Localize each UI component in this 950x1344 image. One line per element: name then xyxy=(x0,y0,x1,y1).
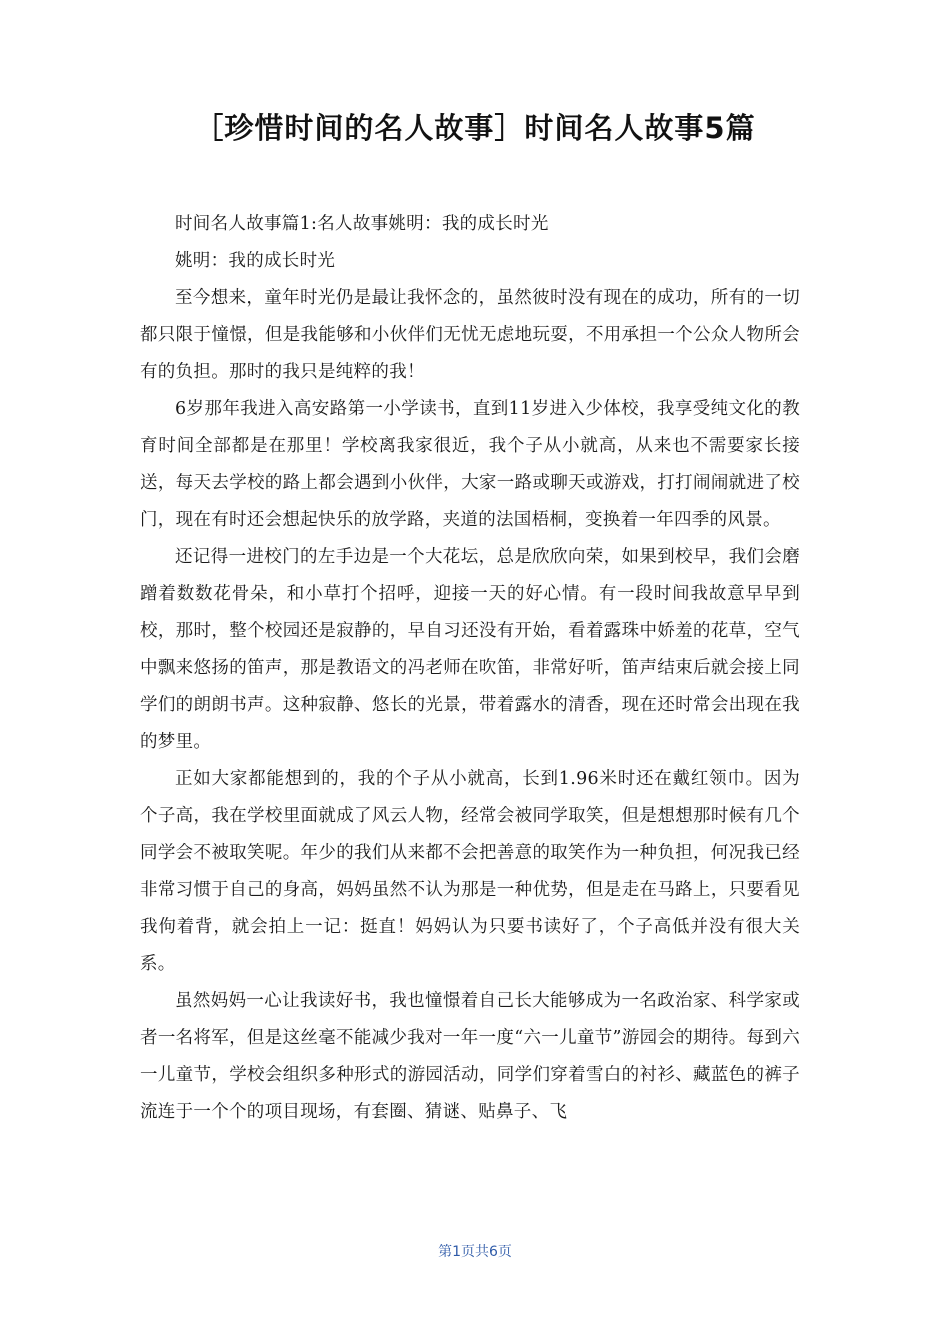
paragraph-subheading: 姚明：我的成长时光 xyxy=(175,251,336,271)
paragraph: 还记得一进校门的左手边是一个大花坛，总是欣欣向荣，如果到校早，我们会磨蹭着数数花骨朵，和小草打个招呼，迎接一天的好心情。有一段时间我故意早早到校，那时，整个校园还是寂静的，早自习还没有开始，看着露珠中娇羞的花草，空气中飘来悠扬的笛声，那是教语文的冯老师在吹笛，非常好听，笛声结束后就会接上同学们的朗朗书声。这种寂静、悠长的光景，带着露水的清香，现在还时常会出现在我的梦里。 xyxy=(140,547,800,752)
paragraph: 至今想来，童年时光仍是最让我怀念的，虽然彼时没有现在的成功，所有的一切都只限于憧憬，但是我能够和小伙伴们无忧无虑地玩耍，不用承担一个公众人物所会有的负担。那时的我只是纯粹的我！ xyxy=(140,288,800,382)
paragraph: 6岁那年我进入高安路第一小学读书，直到11岁进入少体校，我享受纯文化的教育时间全部都是在那里！学校离我家很近，我个子从小就高，从来也不需要家长接送，每天去学校的路上都会遇到小伙伴，大家一路或聊天或游戏，打打闹闹就进了校门，现在有时还会想起快乐的放学路，夹道的法国梧桐，变换着一年四季的风景。 xyxy=(140,399,800,530)
paragraph: 正如大家都能想到的，我的个子从小就高，长到1.96米时还在戴红领巾。因为个子高，我在学校里面就成了风云人物，经常会被同学取笑，但是想想那时候有几个同学会不被取笑呢。年少的我们从来都不会把善意的取笑作为一种负担，何况我已经非常习惯于自己的身高，妈妈虽然不认为那是一种优势，但是走在马路上，只要看见我佝着背，就会拍上一记：挺直！妈妈认为只要书读好了，个子高低并没有很大关系。 xyxy=(140,769,800,974)
page-number-footer: 第1页共6页 xyxy=(438,1244,512,1260)
paragraph: 虽然妈妈一心让我读好书，我也憧憬着自己长大能够成为一名政治家、科学家或者一名将军，但是这丝毫不能减少我对一年一度“六一儿童节”游园会的期待。每到六一儿童节，学校会组织多种形式的游园活动，同学们穿着雪白的衬衫、藏蓝色的裤子流连于一个个的项目现场，有套圈、猜谜、贴鼻子、飞 xyxy=(140,991,800,1122)
paragraph-heading: 时间名人故事篇1:名人故事姚明：我的成长时光 xyxy=(175,214,549,234)
document-body xyxy=(140,206,800,1131)
document-title: ［珍惜时间的名人故事］时间名人故事5篇 xyxy=(194,111,756,145)
